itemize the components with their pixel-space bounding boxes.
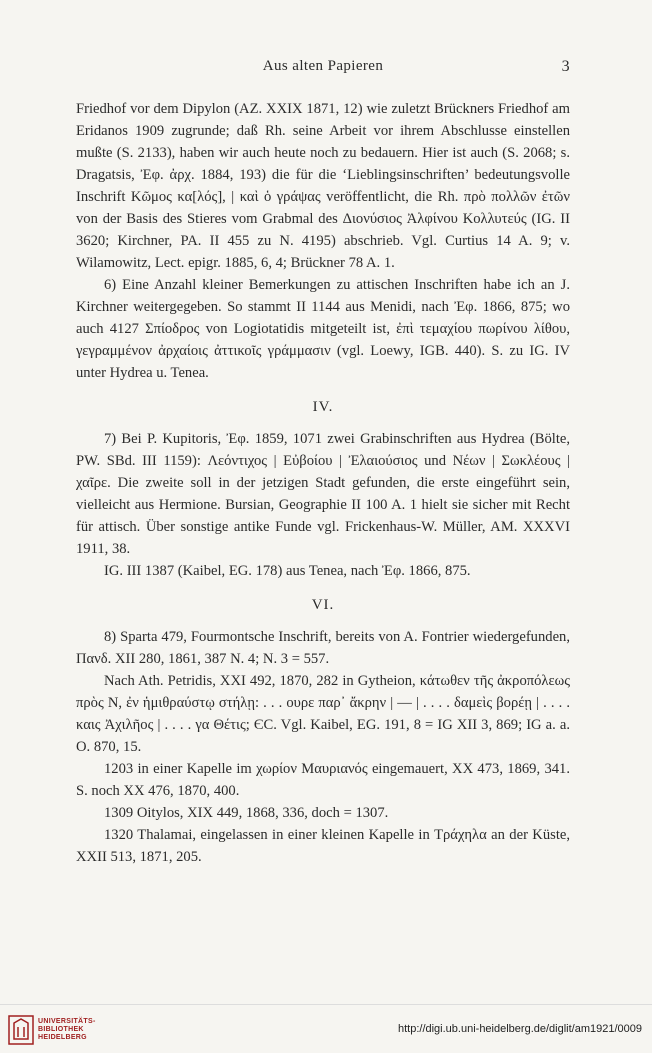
- paragraph: 1203 in einer Kapelle im χωρίον Μαυριανός eingemauert, XX 473, 1869, 341. S. noch XX 476, 1870, 400.: [76, 761, 570, 799]
- paragraph: 7) Bei P. Kupitoris, Ἐφ. 1859, 1071 zwei Grabinschriften aus Hydrea (Bölte, PW. SBd. III 1159): Λεόντιχος | Εὐβοίου | Ἐλαιούσιος und Νέων | Σωκλέους | χαῖρε. Die zweite soll in der jetzigen Stadt gefunden, die erste eingeführt sein, vielleicht aus Hermione. Bursian, Geographie II 100 A. 1 hielt sie sicher mit Recht für attisch. Über sonstige antike Funde vgl. Frickenhaus-W. Müller, AM. XXXVI 1911, 38.: [76, 431, 570, 557]
- section-heading: IV.: [312, 399, 334, 415]
- paragraph: 6) Eine Anzahl kleiner Bemerkungen zu attischen Inschriften habe ich an J. Kirchner weitergegeben. So stammt II 1144 aus Menidi, nach Ἐφ. 1866, 875; wo auch 4127 Σπίοδρος von Logiotatidis mitgeteilt ist, ἐπὶ τεμαχίου πωρίνου λίθου, γεγραμμένον ἀρχαίοις ἀττικοῖς γράμμασιν (vgl. Loewy, IGB. 440). S. zu IG. IV unter Hydrea u. Tenea.: [76, 277, 570, 381]
- institution-name: UNIVERSITÄTS- BIBLIOTHEK HEIDELBERG: [38, 1018, 96, 1041]
- paragraph: Friedhof vor dem Dipylon (AZ. XXIX 1871, 12) wie zuletzt Brückners Friedhof am Eridanos 1909 zugrunde; daß Rh. seine Arbeit vor ihrem Abschlusse einstellen mußte (S. 2133), haben wir auch heute noch zu bedauern. Hier ist auch (S. 2068; s. Dragatsis, Ἐφ. ἀρχ. 1884, 193) die für die ‘Lieblingsinschriften’ bedeutungsvolle Inschrift Κῶμος κα[λός], | καὶ ὁ γράψας veröffentlicht, die Rh. πρὸ πολλῶν ἐτῶν von der Basis des Stieres vom Grabmal des Διονύσιος Ἀλφίνου Κολλυτεύς (IG. II 3620; Kirchner, PA. II 455 zu N. 4195) abschrieb. Vgl. Curtius 14 A. 9; v. Wilamowitz, Lect. epigr. 1885, 6, 4; Brückner 78 A. 1.: [76, 101, 570, 271]
- paragraph: Nach Ath. Petridis, XXI 492, 1870, 282 in Gytheion, κάτωθεν τῆς ἀκροπόλεως πρὸς Ν, ἐν ἡμιθραύστῳ στήλῃ: . . . ουρε παρ᾽ ἄκρην | — | . . . . δαμεὶς βορέῃ | . . . . καις Ἀχιλῆος | . . . . γα Θέτις; ЄC. Vgl. Kaibel, EG. 191, 8 = IG XII 3, 869; IG a. a. O. 870, 15.: [76, 673, 570, 755]
- running-title: Aus alten Papieren: [262, 58, 384, 74]
- library-logo-icon: [8, 1015, 34, 1045]
- running-header: [76, 58, 570, 80]
- text-body: [76, 98, 570, 868]
- paragraph: 1309 Oitylos, XIX 449, 1868, 336, doch = 1307.: [104, 805, 389, 821]
- section-heading: VI.: [311, 597, 335, 613]
- paragraph: 8) Sparta 479, Fourmontsche Inschrift, bereits von A. Fontrier wiedergefunden, Πανδ. XII 280, 1861, 387 N. 4; N. 3 = 557.: [76, 629, 570, 667]
- paragraph: 1320 Thalamai, eingelassen in einer kleinen Kapelle in Τράχηλα an der Küste, XXII 513, 1871, 205.: [76, 827, 570, 865]
- source-link[interactable]: http://digi.ub.uni-heidelberg.de/diglit/am1921/0009: [397, 1023, 642, 1035]
- page-number: 3: [561, 58, 570, 75]
- paragraph: IG. III 1387 (Kaibel, EG. 178) aus Tenea, nach Ἐφ. 1866, 875.: [104, 563, 471, 579]
- digitization-footer: [0, 1004, 652, 1053]
